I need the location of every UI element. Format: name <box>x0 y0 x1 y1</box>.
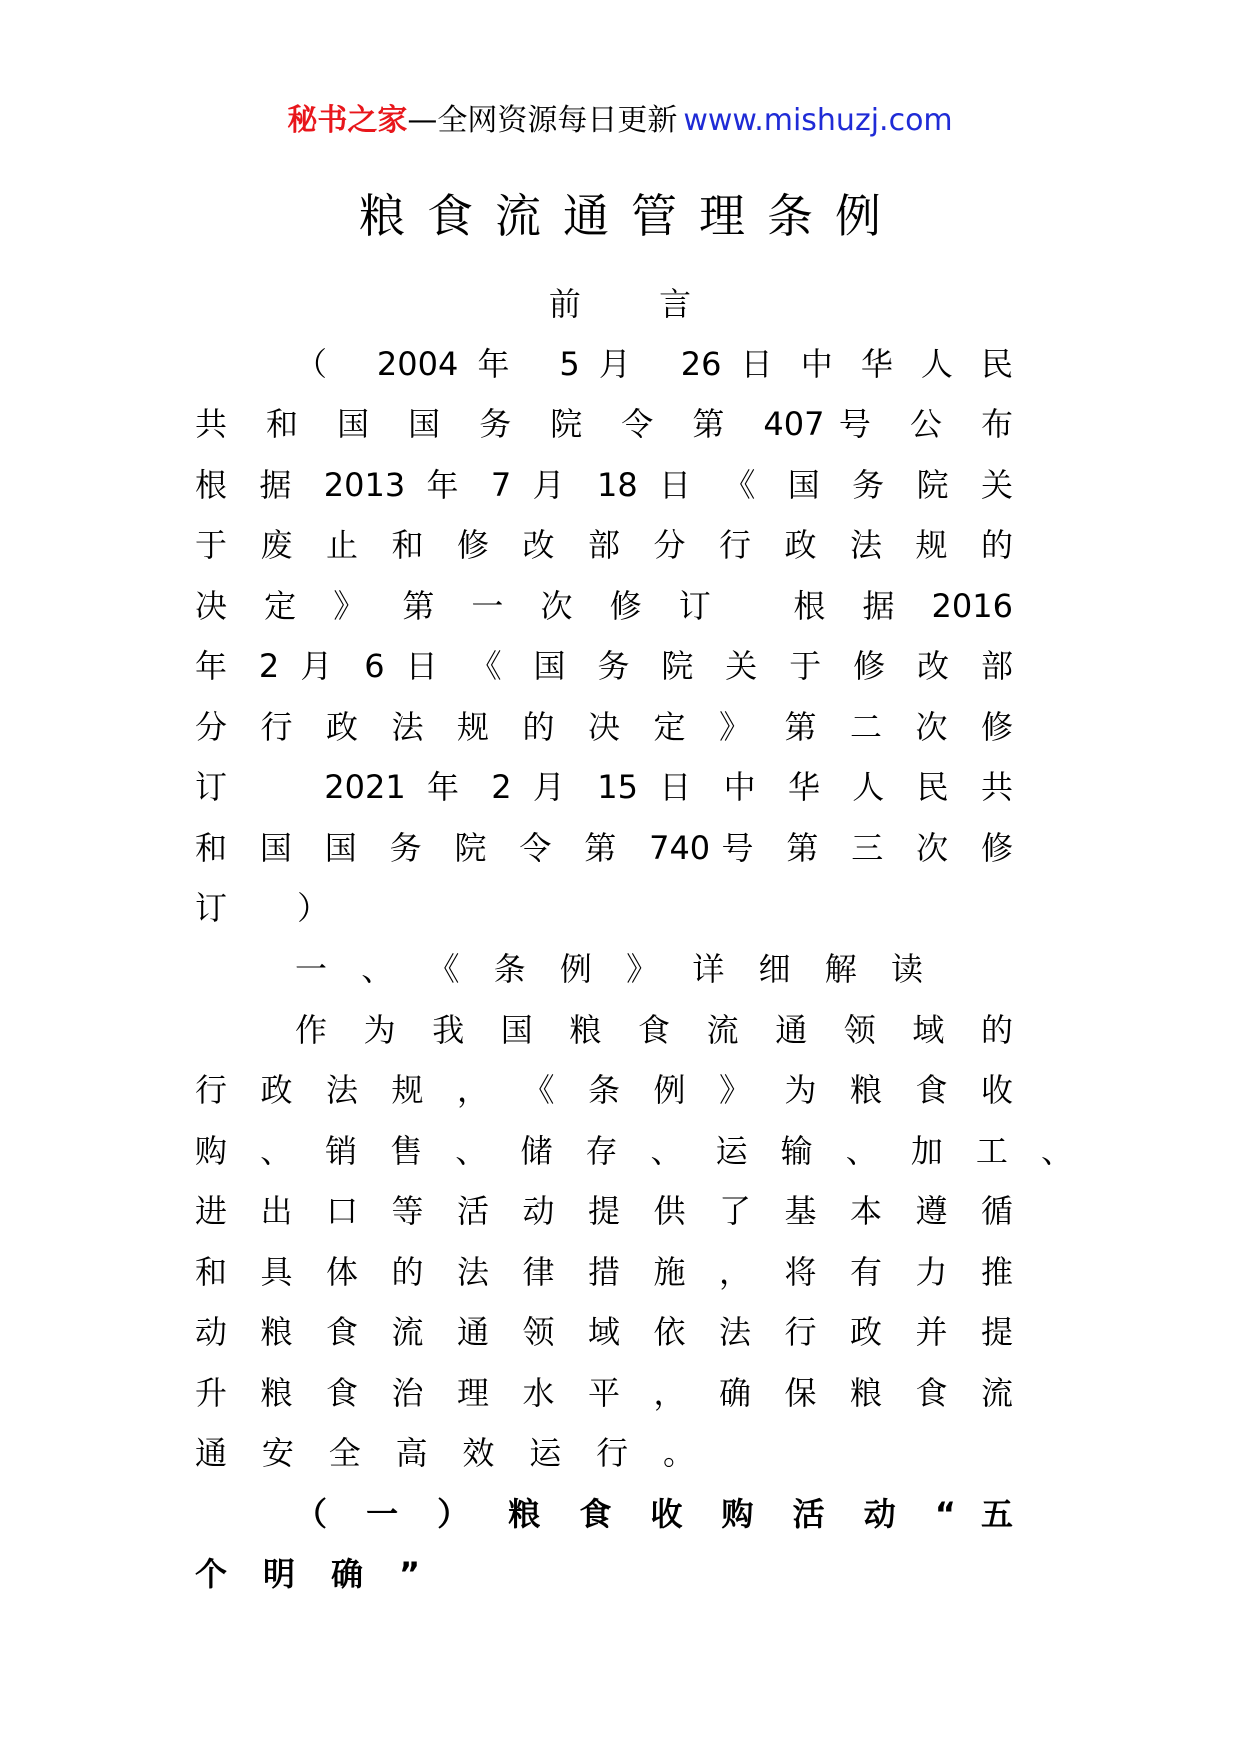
site-url-link[interactable]: www.mishuzj.com <box>683 103 953 138</box>
document-title: 粮食流通管理条例 <box>359 189 903 243</box>
preface-line: 根 据 2013 年 7 月 18 日 《 国 务 院 关 <box>195 466 1013 504</box>
body-line: 购 、 销 售 、 储 存 、 运 输 、 加 工 、 <box>195 1132 1073 1170</box>
body-line: 动 粮 食 流 通 领 域 依 法 行 政 并 提 <box>195 1313 1013 1351</box>
subsection-heading-cont: 个 明 确 ” <box>195 1555 420 1593</box>
section-heading: 一 、 《 条 例 》 详 细 解 读 <box>295 950 923 988</box>
preface-line: 决 定 》 第 一 次 修 订 根 据 2016 <box>195 587 1013 625</box>
subsection-heading: （ 一 ） 粮 食 收 购 活 动 “ 五 <box>295 1495 1013 1533</box>
body-line: 作 为 我 国 粮 食 流 通 领 域 的 <box>295 1011 1013 1049</box>
site-header <box>0 100 1240 142</box>
preface-line: （ 2004 年 5 月 26 日 中 华 人 民 <box>295 345 1013 383</box>
body-line: 通 安 全 高 效 运 行 。 <box>195 1434 695 1472</box>
preface-line: 于 废 止 和 修 改 部 分 行 政 法 规 的 <box>195 526 1013 564</box>
header-tagline: —全网资源每日更新 <box>407 103 678 138</box>
preface-line: 共 和 国 国 务 院 令 第 407号 公 布 <box>195 405 1013 443</box>
preface-heading: 前 言 <box>548 285 726 323</box>
body-line: 进 出 口 等 活 动 提 供 了 基 本 遵 循 <box>195 1192 1013 1230</box>
preface-line: 订 2021 年 2 月 15 日 中 华 人 民 共 <box>195 768 1013 806</box>
body-line: 行 政 法 规 ， 《 条 例 》 为 粮 食 收 <box>195 1071 1013 1109</box>
preface-line: 订 ） <box>195 889 360 927</box>
preface-line: 分 行 政 法 规 的 决 定 》 第 二 次 修 <box>195 708 1013 746</box>
body-line: 升 粮 食 治 理 水 平 ， 确 保 粮 食 流 <box>195 1374 1013 1412</box>
brand-name: 秘书之家 <box>287 103 408 138</box>
preface-line: 年 2 月 6 日 《 国 务 院 关 于 修 改 部 <box>195 647 1013 685</box>
body-line: 和 具 体 的 法 律 措 施 ， 将 有 力 推 <box>195 1253 1013 1291</box>
preface-line: 和 国 国 务 院 令 第 740号 第 三 次 修 <box>195 829 1013 867</box>
